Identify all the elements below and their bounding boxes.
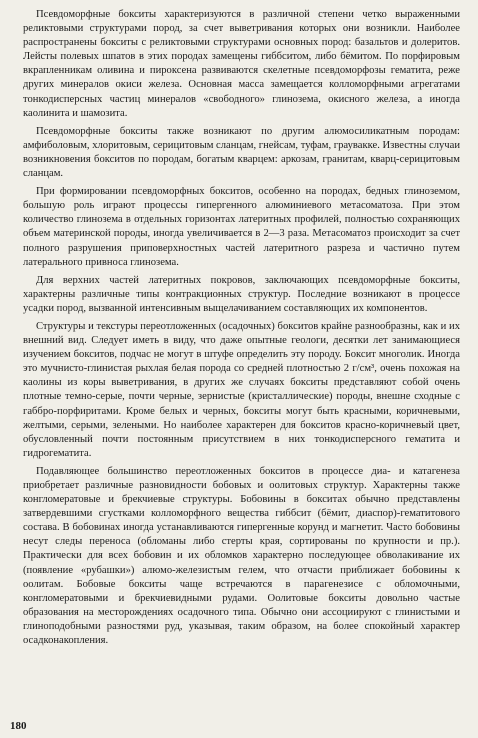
- paragraph: Псевдоморфные бокситы характеризуются в различной степени четко выраженными реликтовыми структурами пород, за счет выветривания которых они возникли. Наиболее распространены бокситы с реликтовыми структурами основных пород: базальтов и долеритов. Лейсты полевых шпатов в этих породах замещены гиббситом, либо бёмитом. По порфировым вкрапленникам оливина и пироксена развиваются скелетные псевдоморфозы гематита, реже других минералов окиси железа. Основная масса замещается колломорфными агрегатами тонкодисперсных частиц минералов «свободного» глинозема, окисного железа, а иногда каолинита и шамозита.: [23, 9, 460, 119]
- paragraph: Подавляющее большинство переотложенных бокситов в процессе диа- и катагенеза приобретает различные разновидности бобовых и оолитовых структур. Характерны также конгломератовые и брекчиевые структуры. Бобовины в бокситах обычно представлены затвердевшими сгустками колломорфного вещества гиббсит (бёмит, диаспор)-гематитового состава. В бобовинах иногда устанавливаются гипергенные корунд и магнетит. Часто бобовины несут следы переноса (обломаны либо стерты края, сортированы по крупности и пр.). Практически для всех бобовин и их обломков характерно последующее обволакивание их (появление «рубашки») алюмо-железистым гелем, что отчасти приближает бобовины к оолитам. Бобовые бокситы чаще встречаются в парагенезисе с обломочными, конгломератовыми и брекчиевидными рудами. Оолитовые бокситы довольно частые образования на месторождениях осадочного типа. Обычно они ассоциируют с глинистыми и глиноподобными разностями руд, указывая, таким образом, на более спокойный характер осадконакопления.: [23, 465, 460, 647]
- paragraph: Для верхних частей латеритных покровов, заключающих псевдоморфные бокситы, характерны различные типы контракционных структур. Последние возникают в процессе усадки пород, вызванной интенсивным выщелачиванием составляющих их компонентов.: [23, 274, 460, 314]
- body-text: [23, 8, 460, 652]
- page-number: 180: [10, 720, 27, 732]
- paragraph: Псевдоморфные бокситы также возникают по другим алюмосиликатным породам: амфиболовым, хлоритовым, серицитовым сланцам, гнейсам, туфам, граувакке. Известны случаи возникновения бокситов по породам, богатым кварцем: аркозам, гранитам, кварц-серицитовым сланцам.: [23, 125, 460, 180]
- paragraph: При формировании псевдоморфных бокситов, особенно на породах, бедных глиноземом, большую роль играют процессы гипергенного алюминиевого метасоматоза. При этом количество глинозема в отдельных горизонтах латеритных профилей, полностью сохраняющих объем материнской породы, иногда увеличивается в 2—3 раза. Метасоматоз происходит за счет полного разрушения приповерхностных частей латеритного разреза и частично путем латерального привноса глинозема.: [23, 186, 460, 268]
- paragraph: Структуры и текстуры переотложенных (осадочных) бокситов крайне разнообразны, как и их внешний вид. Следует иметь в виду, что даже опытные геологи, десятки лет занимающиеся изучением бокситов, подчас не могут в штуфе определить эту породу. Боксит многолик. Иногда это мучнисто-глинистая рыхлая белая порода со средней плотностью 2 г/см³, очень похожая на каолины из коры выветривания, в других же случаях бокситы представляют собой очень плотные темно-серые, почти черные, зернистые (кристаллические) породы, внешне сходные с габбро-порфиритами. Кроме белых и черных, бокситы могут быть красными, коричневыми, желтыми, серыми, зелеными. Но наиболее характерен для бокситов красно-коричневый цвет, обусловленный почти постоянным присутствием в них тонкодисперсного гематита и гидрогематита.: [23, 320, 460, 459]
